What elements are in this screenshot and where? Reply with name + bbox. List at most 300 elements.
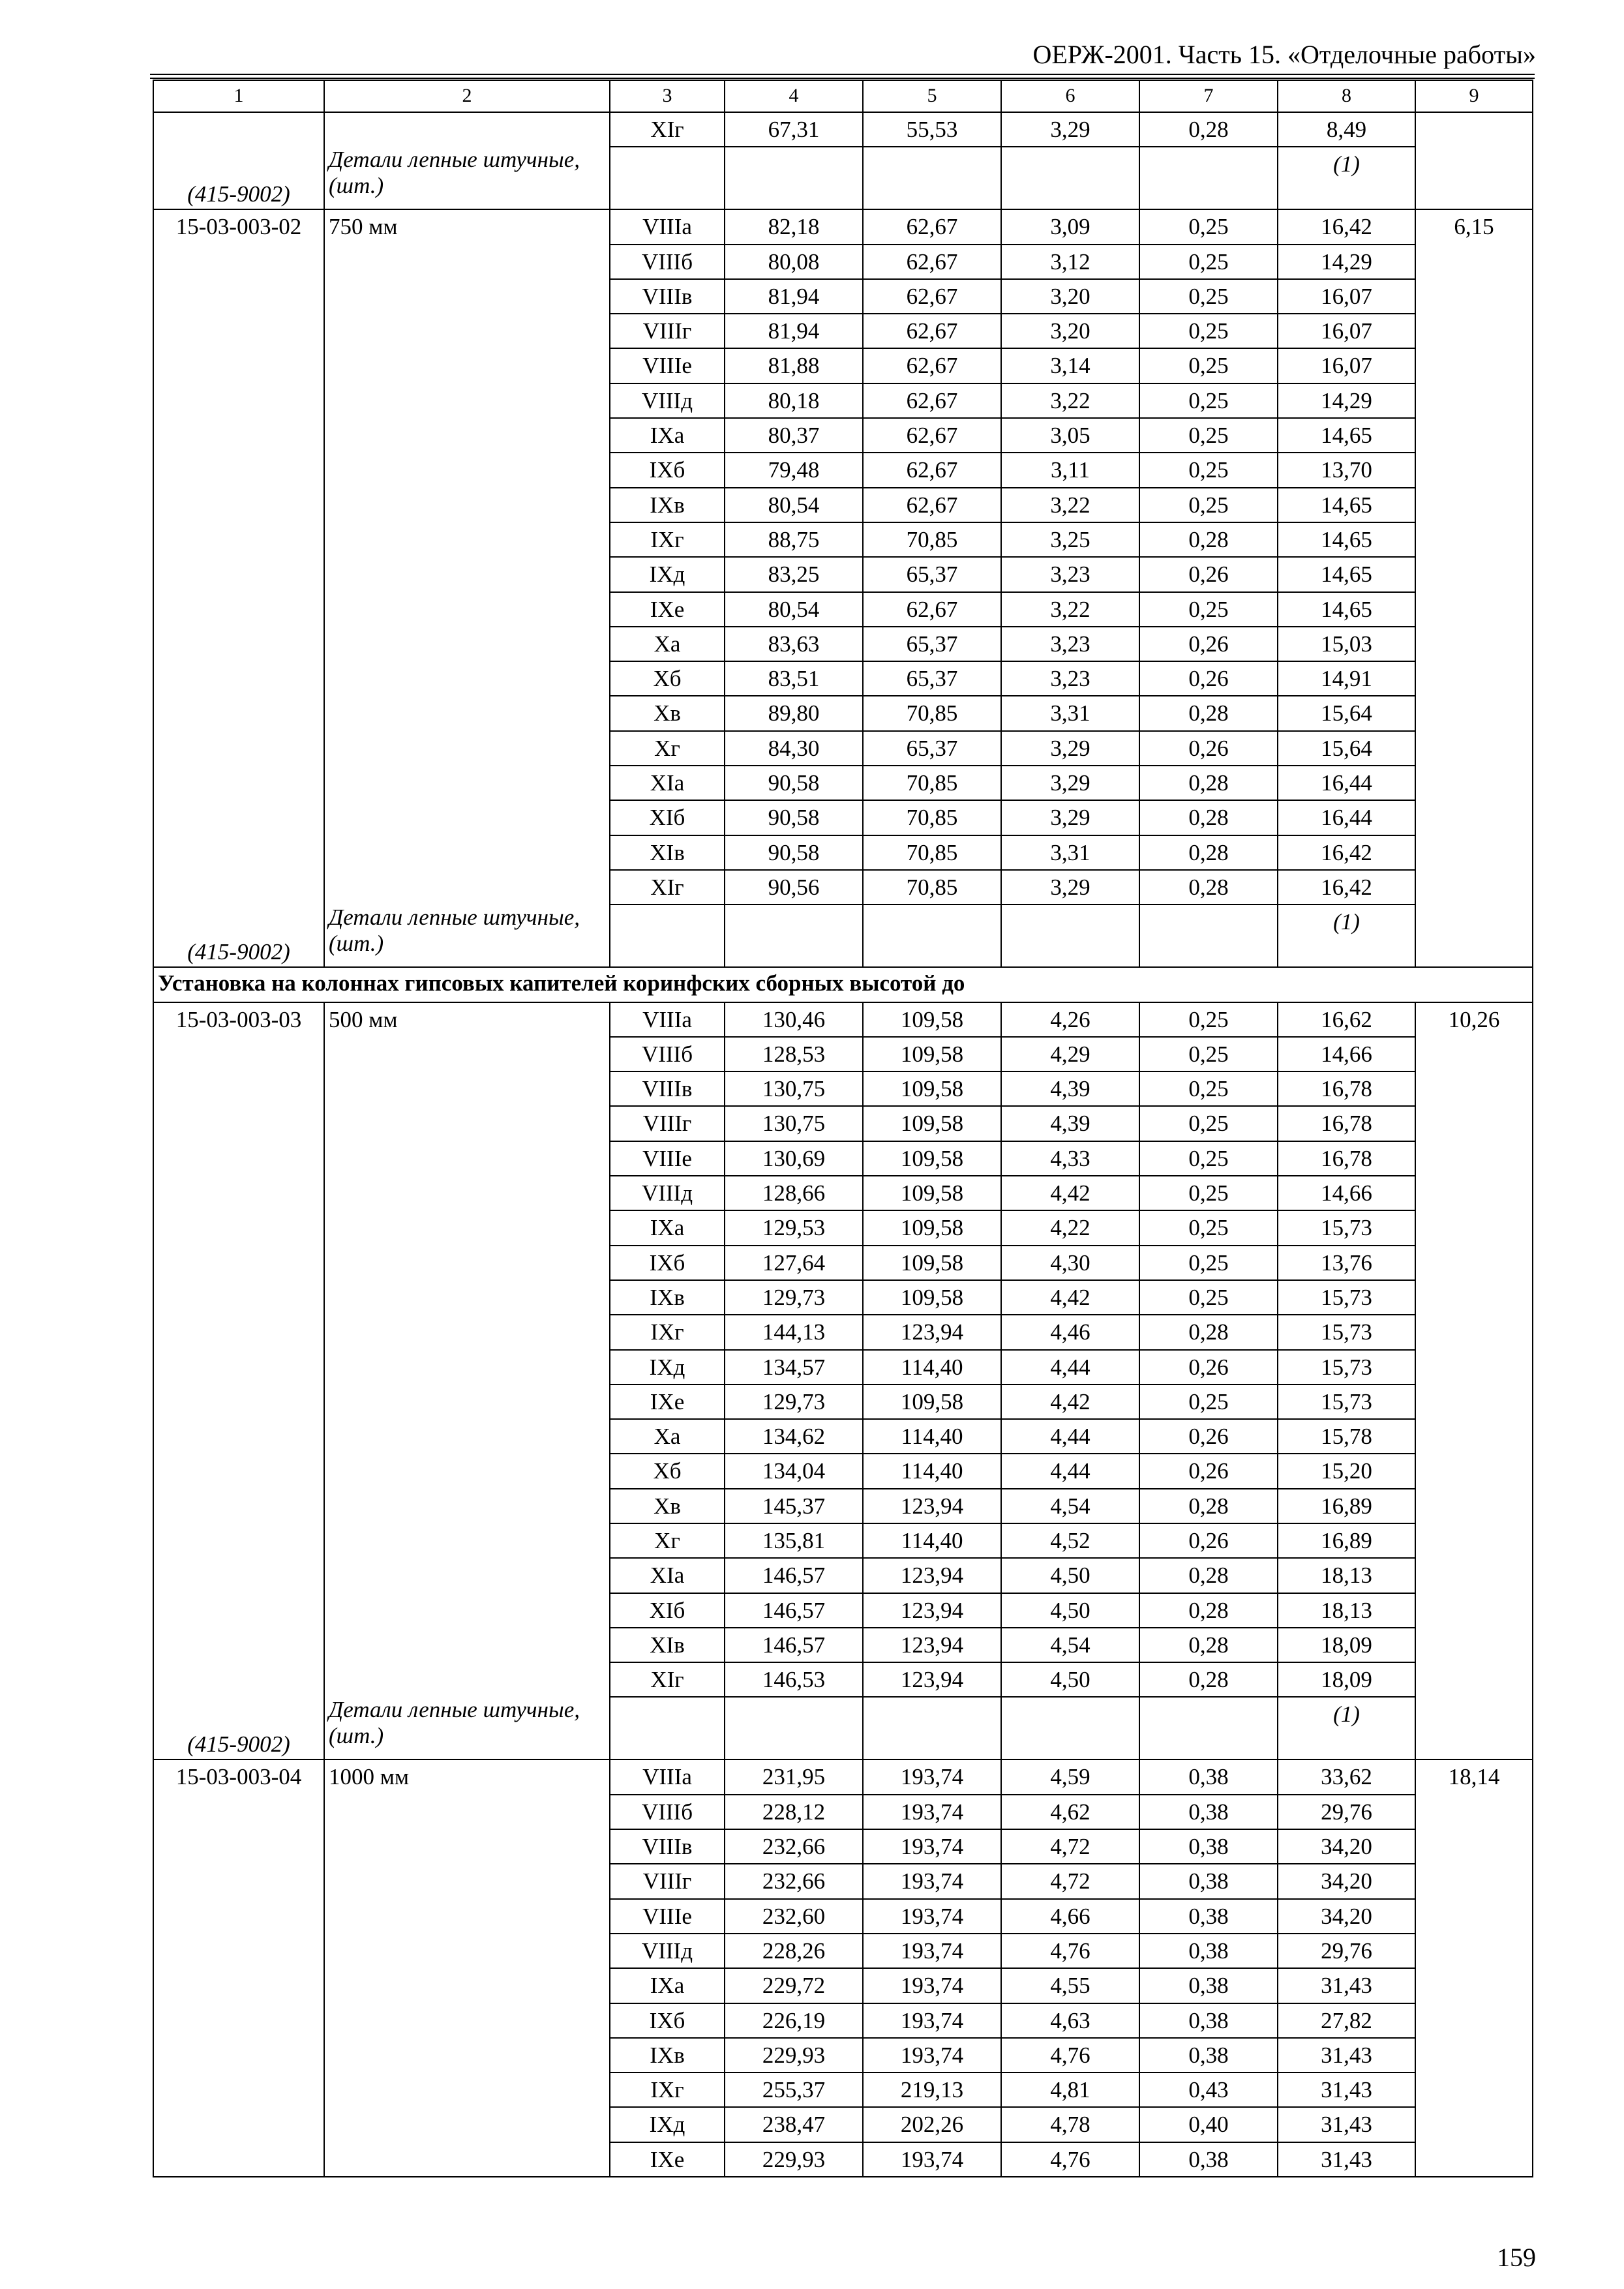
table-row (153, 209, 1533, 244)
table-row (153, 731, 1533, 766)
direct-costs-cell: 67,31 (725, 112, 863, 147)
direct-costs-cell: 82,18 (725, 209, 863, 244)
labour-wages-cell: 70,85 (863, 766, 1001, 800)
code-cell (153, 1246, 324, 1280)
labour-cost-cell: 10,26 (1415, 1002, 1533, 1037)
region-zone-cell: VIIIв (610, 1071, 725, 1106)
labour-cost-cell (1415, 488, 1533, 522)
materials-cost-cell: 31,43 (1278, 2142, 1415, 2177)
direct-costs-cell: 231,95 (725, 1759, 863, 1794)
code-cell (153, 1350, 324, 1384)
materials-cost-cell: 31,43 (1278, 2038, 1415, 2072)
code-cell (153, 1864, 324, 1898)
direct-costs-cell: 226,19 (725, 2003, 863, 2038)
materials-cost-cell: 29,76 (1278, 1795, 1415, 1829)
material-row (153, 905, 1533, 967)
table-row (153, 1315, 1533, 1349)
labour-wages-cell: 202,26 (863, 2107, 1001, 2142)
materials-cost-cell: 13,70 (1278, 453, 1415, 487)
name-cell (324, 279, 610, 314)
labour-wages-cell: 70,85 (863, 835, 1001, 870)
machine-operation-cell: 4,50 (1001, 1558, 1139, 1593)
labour-wages-cell: 123,94 (863, 1315, 1001, 1349)
machine-operation-cell: 4,81 (1001, 2072, 1139, 2107)
code-cell (153, 1489, 324, 1523)
table-row (153, 1864, 1533, 1898)
name-cell (324, 1384, 610, 1419)
table-row (153, 1934, 1533, 1968)
labour-cost-cell (1415, 1697, 1533, 1759)
materials-cost-cell: 15,73 (1278, 1384, 1415, 1419)
region-zone-cell: XIа (610, 1558, 725, 1593)
labour-cost-cell (1415, 2142, 1533, 2177)
region-zone-cell: VIIIа (610, 1759, 725, 1794)
name-cell (324, 1141, 610, 1176)
materials-cost-cell: 16,42 (1278, 835, 1415, 870)
region-zone-cell: VIIIд (610, 1934, 725, 1968)
page-number: 159 (1497, 2243, 1536, 2272)
direct-costs-cell: 90,56 (725, 870, 863, 905)
machine-operation-cell: 4,39 (1001, 1071, 1139, 1106)
name-cell (324, 453, 610, 487)
table-row (153, 1071, 1533, 1106)
table-row (153, 1523, 1533, 1558)
name-cell (324, 592, 610, 627)
table-row (153, 1489, 1533, 1523)
direct-costs-cell: 134,57 (725, 1350, 863, 1384)
region-zone-cell: IXб (610, 1246, 725, 1280)
code-cell (153, 1280, 324, 1315)
direct-costs-cell: 83,51 (725, 661, 863, 696)
materials-cost-cell: 18,09 (1278, 1628, 1415, 1662)
labour-cost-cell (1415, 905, 1533, 967)
code-cell (153, 870, 324, 905)
machine-operation-cell: 4,72 (1001, 1864, 1139, 1898)
region-zone-cell: VIIIе (610, 1141, 725, 1176)
direct-costs-cell: 144,13 (725, 1315, 863, 1349)
labour-cost-cell (1415, 1523, 1533, 1558)
machine-operation-cell: 4,62 (1001, 1795, 1139, 1829)
region-zone-cell: Xв (610, 696, 725, 730)
machine-operation-cell: 4,46 (1001, 1315, 1139, 1349)
name-cell (324, 800, 610, 835)
driver-wages-cell: 0,26 (1139, 1454, 1278, 1488)
name-cell (324, 1968, 610, 2003)
labour-wages-cell: 109,58 (863, 1176, 1001, 1210)
code-cell (153, 112, 324, 147)
machine-operation-cell: 3,20 (1001, 279, 1139, 314)
machine-operation-cell: 3,22 (1001, 488, 1139, 522)
code-cell (153, 1523, 324, 1558)
materials-cost-cell: 14,91 (1278, 661, 1415, 696)
material-name: Детали лепные штучные, (шт.) (324, 905, 610, 967)
code-cell (153, 1593, 324, 1628)
direct-costs-cell: 90,58 (725, 835, 863, 870)
direct-costs-cell: 130,46 (725, 1002, 863, 1037)
name-cell: 1000 мм (324, 1759, 610, 1794)
labour-wages-cell: 62,67 (863, 488, 1001, 522)
name-cell (324, 1795, 610, 1829)
labour-cost-cell (1415, 522, 1533, 557)
labour-wages-cell: 123,94 (863, 1628, 1001, 1662)
region-zone-cell: IXв (610, 488, 725, 522)
code-cell (153, 1454, 324, 1488)
region-zone-cell: XIв (610, 1628, 725, 1662)
region-zone-cell: VIIIг (610, 1864, 725, 1898)
table-row (153, 1558, 1533, 1593)
driver-wages-cell: 0,38 (1139, 2003, 1278, 2038)
materials-cost-cell: 34,20 (1278, 1864, 1415, 1898)
labour-wages-cell: 193,74 (863, 1934, 1001, 1968)
machine-operation-cell: 3,23 (1001, 557, 1139, 591)
driver-wages-cell: 0,38 (1139, 1829, 1278, 1864)
driver-wages-cell: 0,25 (1139, 1037, 1278, 1071)
driver-wages-cell: 0,28 (1139, 800, 1278, 835)
driver-wages-cell: 0,26 (1139, 1419, 1278, 1454)
labour-cost-cell (1415, 2072, 1533, 2107)
region-zone-cell: VIIIа (610, 1002, 725, 1037)
labour-cost-cell (1415, 1071, 1533, 1106)
name-cell (324, 2072, 610, 2107)
table-row (153, 1106, 1533, 1141)
region-zone-cell: VIIIе (610, 348, 725, 383)
direct-costs-cell: 80,08 (725, 245, 863, 279)
region-zone-cell: IXг (610, 2072, 725, 2107)
labour-wages-cell: 193,74 (863, 1899, 1001, 1934)
table-row (153, 488, 1533, 522)
code-cell (153, 383, 324, 418)
name-cell (324, 314, 610, 348)
material-row (153, 147, 1533, 209)
direct-costs-cell: 134,04 (725, 1454, 863, 1488)
direct-costs-cell: 134,62 (725, 1419, 863, 1454)
material-code: (415-9002) (153, 905, 324, 967)
labour-wages-cell: 62,67 (863, 209, 1001, 244)
region-zone-cell: XIг (610, 1662, 725, 1697)
labour-cost-cell (1415, 627, 1533, 661)
direct-costs-cell: 80,37 (725, 418, 863, 453)
driver-wages-cell: 0,25 (1139, 209, 1278, 244)
driver-wages-cell: 0,25 (1139, 348, 1278, 383)
region-zone-cell: VIIIг (610, 1106, 725, 1141)
name-cell (324, 1419, 610, 1454)
name-cell (324, 1315, 610, 1349)
machine-operation-cell: 4,72 (1001, 1829, 1139, 1864)
table-row (153, 522, 1533, 557)
region-zone-cell: IXа (610, 1210, 725, 1245)
labour-cost-cell (1415, 1829, 1533, 1864)
materials-cost-cell: 27,82 (1278, 2003, 1415, 2038)
table-row (153, 314, 1533, 348)
region-zone-cell: VIIIе (610, 1899, 725, 1934)
materials-cost-cell: 34,20 (1278, 1829, 1415, 1864)
materials-cost-cell: 16,78 (1278, 1071, 1415, 1106)
section-title-row (153, 967, 1533, 1002)
labour-cost-cell (1415, 245, 1533, 279)
driver-wages-cell: 0,38 (1139, 1968, 1278, 2003)
name-cell: 750 мм (324, 209, 610, 244)
table-row (153, 800, 1533, 835)
driver-wages-cell: 0,28 (1139, 1489, 1278, 1523)
labour-wages-cell: 123,94 (863, 1489, 1001, 1523)
driver-wages-cell: 0,38 (1139, 2142, 1278, 2177)
column-header: 2 (324, 80, 610, 112)
name-cell (324, 870, 610, 905)
direct-costs-cell: 128,66 (725, 1176, 863, 1210)
name-cell (324, 2142, 610, 2177)
labour-wages-cell: 62,67 (863, 383, 1001, 418)
table-row (153, 1037, 1533, 1071)
table-row (153, 383, 1533, 418)
code-cell (153, 2038, 324, 2072)
driver-wages-cell: 0,25 (1139, 1210, 1278, 1245)
code-cell (153, 1106, 324, 1141)
code-cell (153, 1071, 324, 1106)
direct-costs-cell: 81,88 (725, 348, 863, 383)
material-name: Детали лепные штучные, (шт.) (324, 147, 610, 209)
labour-wages-cell: 70,85 (863, 800, 1001, 835)
direct-costs-cell: 80,18 (725, 383, 863, 418)
driver-wages-cell: 0,28 (1139, 112, 1278, 147)
driver-wages-cell: 0,25 (1139, 418, 1278, 453)
labour-cost-cell (1415, 453, 1533, 487)
name-cell (324, 835, 610, 870)
driver-wages-cell: 0,28 (1139, 1315, 1278, 1349)
name-cell (324, 1662, 610, 1697)
driver-wages-cell: 0,25 (1139, 1071, 1278, 1106)
labour-cost-cell (1415, 1315, 1533, 1349)
column-header: 7 (1139, 80, 1278, 112)
name-cell (324, 383, 610, 418)
machine-operation-cell: 4,54 (1001, 1489, 1139, 1523)
rates-table-body (153, 80, 1533, 2177)
materials-cost-cell: 16,62 (1278, 1002, 1415, 1037)
materials-cost-cell: 15,20 (1278, 1454, 1415, 1488)
table-row (153, 348, 1533, 383)
labour-cost-cell (1415, 2107, 1533, 2142)
name-cell (324, 1210, 610, 1245)
direct-costs-cell: 89,80 (725, 696, 863, 730)
material-quantity: (1) (1278, 905, 1415, 967)
region-zone-cell: XIа (610, 766, 725, 800)
empty-cell (1139, 147, 1278, 209)
region-zone-cell: IXе (610, 592, 725, 627)
table-row (153, 1759, 1533, 1794)
machine-operation-cell: 3,29 (1001, 870, 1139, 905)
labour-wages-cell: 193,74 (863, 2142, 1001, 2177)
materials-cost-cell: 14,65 (1278, 488, 1415, 522)
name-cell (324, 627, 610, 661)
materials-cost-cell: 18,13 (1278, 1593, 1415, 1628)
code-cell (153, 488, 324, 522)
machine-operation-cell: 3,29 (1001, 766, 1139, 800)
empty-cell (725, 147, 863, 209)
direct-costs-cell: 88,75 (725, 522, 863, 557)
labour-wages-cell: 70,85 (863, 696, 1001, 730)
driver-wages-cell: 0,38 (1139, 1899, 1278, 1934)
direct-costs-cell: 229,93 (725, 2038, 863, 2072)
region-zone-cell: Xа (610, 627, 725, 661)
name-cell (324, 1829, 610, 1864)
driver-wages-cell: 0,28 (1139, 766, 1278, 800)
machine-operation-cell: 3,14 (1001, 348, 1139, 383)
direct-costs-cell: 232,66 (725, 1829, 863, 1864)
code-cell (153, 522, 324, 557)
region-zone-cell: Xг (610, 731, 725, 766)
code-cell (153, 1934, 324, 1968)
code-cell (153, 314, 324, 348)
region-zone-cell: XIг (610, 112, 725, 147)
name-cell (324, 1106, 610, 1141)
labour-cost-cell (1415, 1210, 1533, 1245)
header-rule-secondary (150, 78, 1535, 79)
materials-cost-cell: 16,42 (1278, 870, 1415, 905)
machine-operation-cell: 3,29 (1001, 112, 1139, 147)
labour-cost-cell (1415, 1106, 1533, 1141)
machine-operation-cell: 4,39 (1001, 1106, 1139, 1141)
empty-cell (863, 1697, 1001, 1759)
direct-costs-cell: 232,60 (725, 1899, 863, 1934)
labour-wages-cell: 62,67 (863, 348, 1001, 383)
region-zone-cell: IXб (610, 453, 725, 487)
labour-cost-cell (1415, 1176, 1533, 1210)
labour-cost-cell (1415, 870, 1533, 905)
region-zone-cell: IXе (610, 2142, 725, 2177)
table-row (153, 1280, 1533, 1315)
code-cell (153, 1384, 324, 1419)
header-rule (150, 74, 1535, 75)
table-row (153, 661, 1533, 696)
materials-cost-cell: 18,09 (1278, 1662, 1415, 1697)
labour-cost-cell (1415, 383, 1533, 418)
driver-wages-cell: 0,28 (1139, 696, 1278, 730)
materials-cost-cell: 14,65 (1278, 557, 1415, 591)
materials-cost-cell: 16,44 (1278, 766, 1415, 800)
code-cell (153, 557, 324, 591)
materials-cost-cell: 16,07 (1278, 314, 1415, 348)
name-cell (324, 1350, 610, 1384)
name-cell (324, 2003, 610, 2038)
region-zone-cell: XIб (610, 800, 725, 835)
machine-operation-cell: 3,12 (1001, 245, 1139, 279)
labour-cost-cell (1415, 418, 1533, 453)
driver-wages-cell: 0,26 (1139, 627, 1278, 661)
direct-costs-cell: 255,37 (725, 2072, 863, 2107)
driver-wages-cell: 0,28 (1139, 522, 1278, 557)
direct-costs-cell: 228,12 (725, 1795, 863, 1829)
direct-costs-cell: 81,94 (725, 279, 863, 314)
region-zone-cell: IXд (610, 557, 725, 591)
code-cell (153, 1141, 324, 1176)
region-zone-cell: VIIIд (610, 383, 725, 418)
table-row (153, 1384, 1533, 1419)
machine-operation-cell: 4,63 (1001, 2003, 1139, 2038)
table-row (153, 112, 1533, 147)
name-cell (324, 1899, 610, 1934)
code-cell (153, 661, 324, 696)
driver-wages-cell: 0,25 (1139, 279, 1278, 314)
column-header: 9 (1415, 80, 1533, 112)
rates-table (153, 80, 1533, 2177)
materials-cost-cell: 16,07 (1278, 348, 1415, 383)
labour-wages-cell: 123,94 (863, 1593, 1001, 1628)
code-cell (153, 696, 324, 730)
material-code: (415-9002) (153, 147, 324, 209)
labour-wages-cell: 109,58 (863, 1141, 1001, 1176)
name-cell (324, 418, 610, 453)
driver-wages-cell: 0,26 (1139, 661, 1278, 696)
code-cell (153, 348, 324, 383)
table-row (153, 2072, 1533, 2107)
table-row (153, 1829, 1533, 1864)
labour-wages-cell: 65,37 (863, 731, 1001, 766)
labour-cost-cell (1415, 1899, 1533, 1934)
labour-wages-cell: 62,67 (863, 592, 1001, 627)
labour-wages-cell: 123,94 (863, 1558, 1001, 1593)
direct-costs-cell: 130,69 (725, 1141, 863, 1176)
name-cell (324, 731, 610, 766)
direct-costs-cell: 127,64 (725, 1246, 863, 1280)
machine-operation-cell: 3,29 (1001, 731, 1139, 766)
empty-cell (863, 905, 1001, 967)
direct-costs-cell: 90,58 (725, 766, 863, 800)
labour-wages-cell: 109,58 (863, 1002, 1001, 1037)
machine-operation-cell: 4,66 (1001, 1899, 1139, 1934)
driver-wages-cell: 0,38 (1139, 1864, 1278, 1898)
materials-cost-cell: 31,43 (1278, 2072, 1415, 2107)
table-row (153, 2142, 1533, 2177)
labour-wages-cell: 193,74 (863, 1829, 1001, 1864)
name-cell: 500 мм (324, 1002, 610, 1037)
table-row (153, 835, 1533, 870)
name-cell (324, 1280, 610, 1315)
code-cell: 15-03-003-02 (153, 209, 324, 244)
machine-operation-cell: 4,76 (1001, 1934, 1139, 1968)
direct-costs-cell: 229,93 (725, 2142, 863, 2177)
region-zone-cell: IXг (610, 1315, 725, 1349)
labour-cost-cell (1415, 2003, 1533, 2038)
direct-costs-cell: 79,48 (725, 453, 863, 487)
driver-wages-cell: 0,25 (1139, 1280, 1278, 1315)
labour-cost-cell (1415, 314, 1533, 348)
labour-cost-cell (1415, 1384, 1533, 1419)
materials-cost-cell: 15,64 (1278, 696, 1415, 730)
labour-wages-cell: 55,53 (863, 112, 1001, 147)
direct-costs-cell: 238,47 (725, 2107, 863, 2142)
machine-operation-cell: 4,78 (1001, 2107, 1139, 2142)
empty-cell (725, 1697, 863, 1759)
empty-cell (863, 147, 1001, 209)
region-zone-cell: IXе (610, 1384, 725, 1419)
materials-cost-cell: 15,03 (1278, 627, 1415, 661)
labour-cost-cell (1415, 800, 1533, 835)
machine-operation-cell: 3,22 (1001, 592, 1139, 627)
driver-wages-cell: 0,38 (1139, 2038, 1278, 2072)
name-cell (324, 1593, 610, 1628)
direct-costs-cell: 80,54 (725, 488, 863, 522)
region-zone-cell: IXа (610, 1968, 725, 2003)
labour-wages-cell: 109,58 (863, 1246, 1001, 1280)
empty-cell (1001, 1697, 1139, 1759)
code-cell (153, 1419, 324, 1454)
direct-costs-cell: 84,30 (725, 731, 863, 766)
column-header: 3 (610, 80, 725, 112)
labour-cost-cell: 6,15 (1415, 209, 1533, 244)
labour-cost-cell (1415, 1246, 1533, 1280)
labour-cost-cell (1415, 1350, 1533, 1384)
region-zone-cell: VIIIг (610, 314, 725, 348)
labour-cost-cell (1415, 1593, 1533, 1628)
